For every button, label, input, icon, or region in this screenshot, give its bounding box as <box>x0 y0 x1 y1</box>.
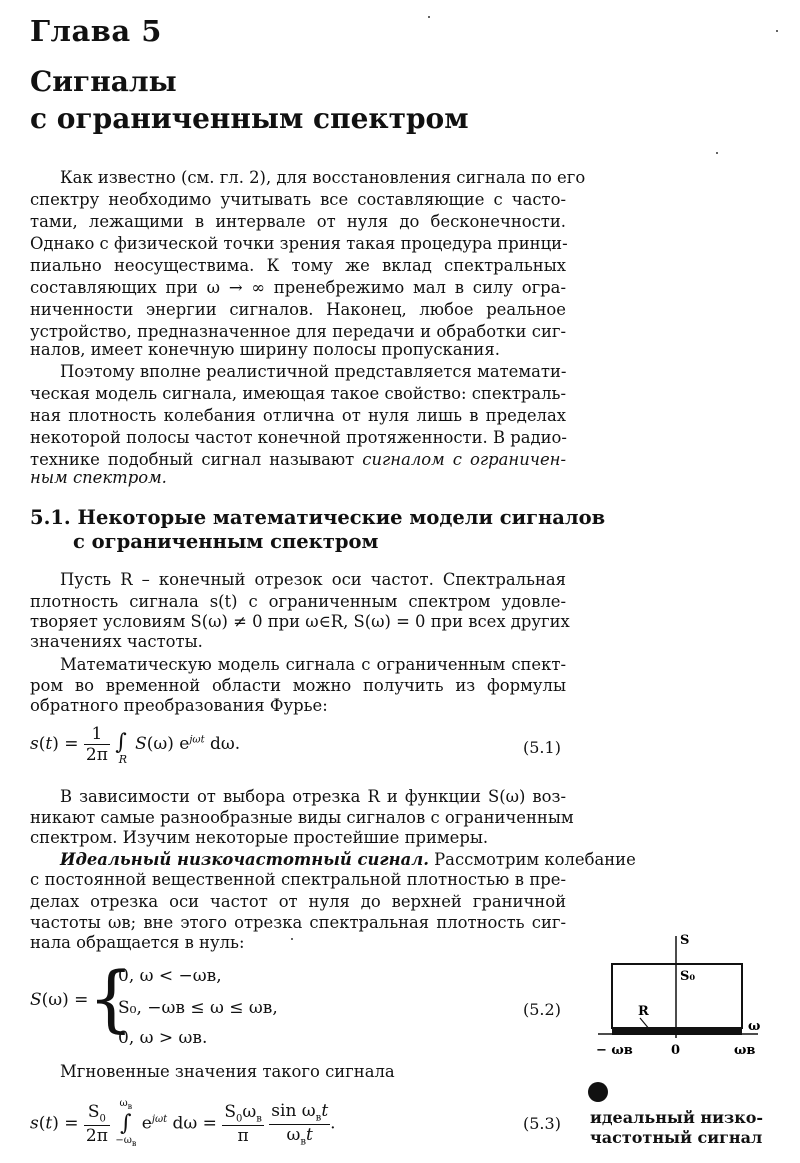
ideal-line: с постоянной вещественной спектральной плотностью в пре- <box>30 870 566 889</box>
intro2-line <box>30 450 566 470</box>
section-title-1: Некоторые математические модели сигналов <box>77 506 606 529</box>
ideal-heading: Идеальный низкочастотный сигнал. <box>60 850 429 869</box>
region-label: R <box>638 1004 649 1019</box>
spectrum-rect <box>612 964 742 1028</box>
scan-speck <box>291 938 293 940</box>
ideal-text: Рассмотрим колебание <box>434 850 636 869</box>
tick-zero-label: 0 <box>671 1043 681 1058</box>
intro-line: налов, имеет конечную ширину полосы пропускания. <box>30 340 500 359</box>
section2-line: обратного преобразования Фурье: <box>30 696 328 715</box>
intro-line: ниченности энергии сигналов. Наконец, любое реальное <box>30 300 566 319</box>
after-eq1-line: спектром. Изучим некоторые простейшие примеры. <box>30 828 489 847</box>
section2-line: ром во временной области можно получить из формулы <box>30 676 566 695</box>
intro2-line: некоторой полосы частот конечной протяженности. В радио- <box>30 428 567 447</box>
equation-5-2-lhs: S(ω) = <box>30 990 89 1010</box>
section-heading <box>30 506 605 554</box>
intro2-term-end: ным спектром. <box>30 468 167 487</box>
equation-5-1: s(t) = $\frac{1}{2\pi}$ $\int_RS(\omega)$ $e^{j\omega t}$ dω. <box>30 724 241 767</box>
after-eq1-line: никают самые разнообразные виды сигналов с ограниченным <box>30 808 574 827</box>
brace: { <box>88 956 134 1040</box>
axis-omega-label: ω <box>748 1019 761 1034</box>
equation-number: (5.3) <box>523 1114 561 1133</box>
intro2-text: технике подобный сигнал называют <box>30 450 355 469</box>
equation-number: (5.1) <box>523 738 561 757</box>
section-title-2: с ограниченным спектром <box>73 530 379 553</box>
section-line: значениях частоты. <box>30 632 203 651</box>
chapter-label: Глава 5 <box>30 14 162 48</box>
tick-right-label: ωв <box>734 1043 756 1058</box>
ideal-line <box>30 850 636 870</box>
intro2-term: сигналом с ограничен- <box>362 450 566 469</box>
intro-line: Однако с физической точки зрения такая процедура принци- <box>30 234 568 253</box>
case-line: 0, ω < −ωв, <box>118 966 222 986</box>
intro2-line: Поэтому вполне реалистичной представляется математи- <box>60 362 567 381</box>
section-number: 5.1. <box>30 506 71 529</box>
section-line: Пусть R – конечный отрезок оси частот. Спектральная <box>60 570 566 589</box>
intro2-line: ческая модель сигнала, имеющая такое свойство: спектраль- <box>30 384 566 403</box>
figure-caption-2: частотный сигнал <box>590 1128 763 1147</box>
intro-line: тами, лежащими в интервале от нуля до бесконечности. <box>30 212 566 231</box>
intro-line: пиально неосуществима. К тому же вклад спектральных <box>30 256 566 275</box>
level-label: S₀ <box>680 969 696 984</box>
figure-caption-1: идеальный низко- <box>590 1108 764 1127</box>
equation-number: (5.2) <box>523 1000 561 1019</box>
bullet-dot <box>588 1082 608 1102</box>
spectrum-figure <box>588 930 788 1065</box>
tick-left-label: − ωв <box>596 1043 633 1058</box>
chapter-title-line-1: Сигналы <box>30 65 177 98</box>
section2-line: Математическую модель сигнала с ограниченным спект- <box>60 655 566 674</box>
case-line: S₀, −ωв ≤ ω ≤ ωв, <box>118 998 278 1018</box>
intro-line: составляющих при ω → ∞ пренебрежимо мал в силу огра- <box>30 278 566 297</box>
intro-line: устройство, предназначенное для передачи и обработки сиг- <box>30 322 566 341</box>
ideal-line: частоты ωв; вне этого отрезка спектральная плотность сиг- <box>30 913 566 932</box>
instant-line: Мгновенные значения такого сигнала <box>60 1062 395 1081</box>
scan-speck <box>716 152 718 154</box>
axis-s-label: S <box>680 933 690 948</box>
ideal-line: нала обращается в нуль: <box>30 933 245 952</box>
ideal-line: делах отрезка оси частот от нуля до верхней граничной <box>30 892 566 911</box>
chapter-title-line-2: с ограниченным спектром <box>30 102 469 135</box>
section-line: плотность сигнала s(t) с ограниченным спектром удовле- <box>30 592 566 611</box>
intro2-line: ная плотность колебания отлична от нуля лишь в пределах <box>30 406 566 425</box>
equation-5-3: s(t) = $\frac{S_0}{2\pi}$ $\omega_в$ ∫ $-\omega_в$ $e^{j\omega t}$ dω = $\frac{S_0\omega_в}{\pi}$ $\frac{\sin \omega_вt}{\omega_вt}$ . <box>30 1098 336 1148</box>
after-eq1-line: В зависимости от выбора отрезка R и функции S(ω) воз- <box>60 787 566 806</box>
scan-speck <box>428 16 430 18</box>
section-line: творяет условиям S(ω) ≠ 0 при ω∈R, S(ω) = 0 при всех других <box>30 612 570 631</box>
intro-line: Как известно (см. гл. 2), для восстановления сигнала по его <box>60 168 586 187</box>
intro2-line-end <box>30 468 566 488</box>
case-line: 0, ω > ωв. <box>118 1028 208 1048</box>
scan-speck <box>776 30 778 32</box>
intro-line: спектру необходимо учитывать все составляющие с часто- <box>30 190 566 209</box>
